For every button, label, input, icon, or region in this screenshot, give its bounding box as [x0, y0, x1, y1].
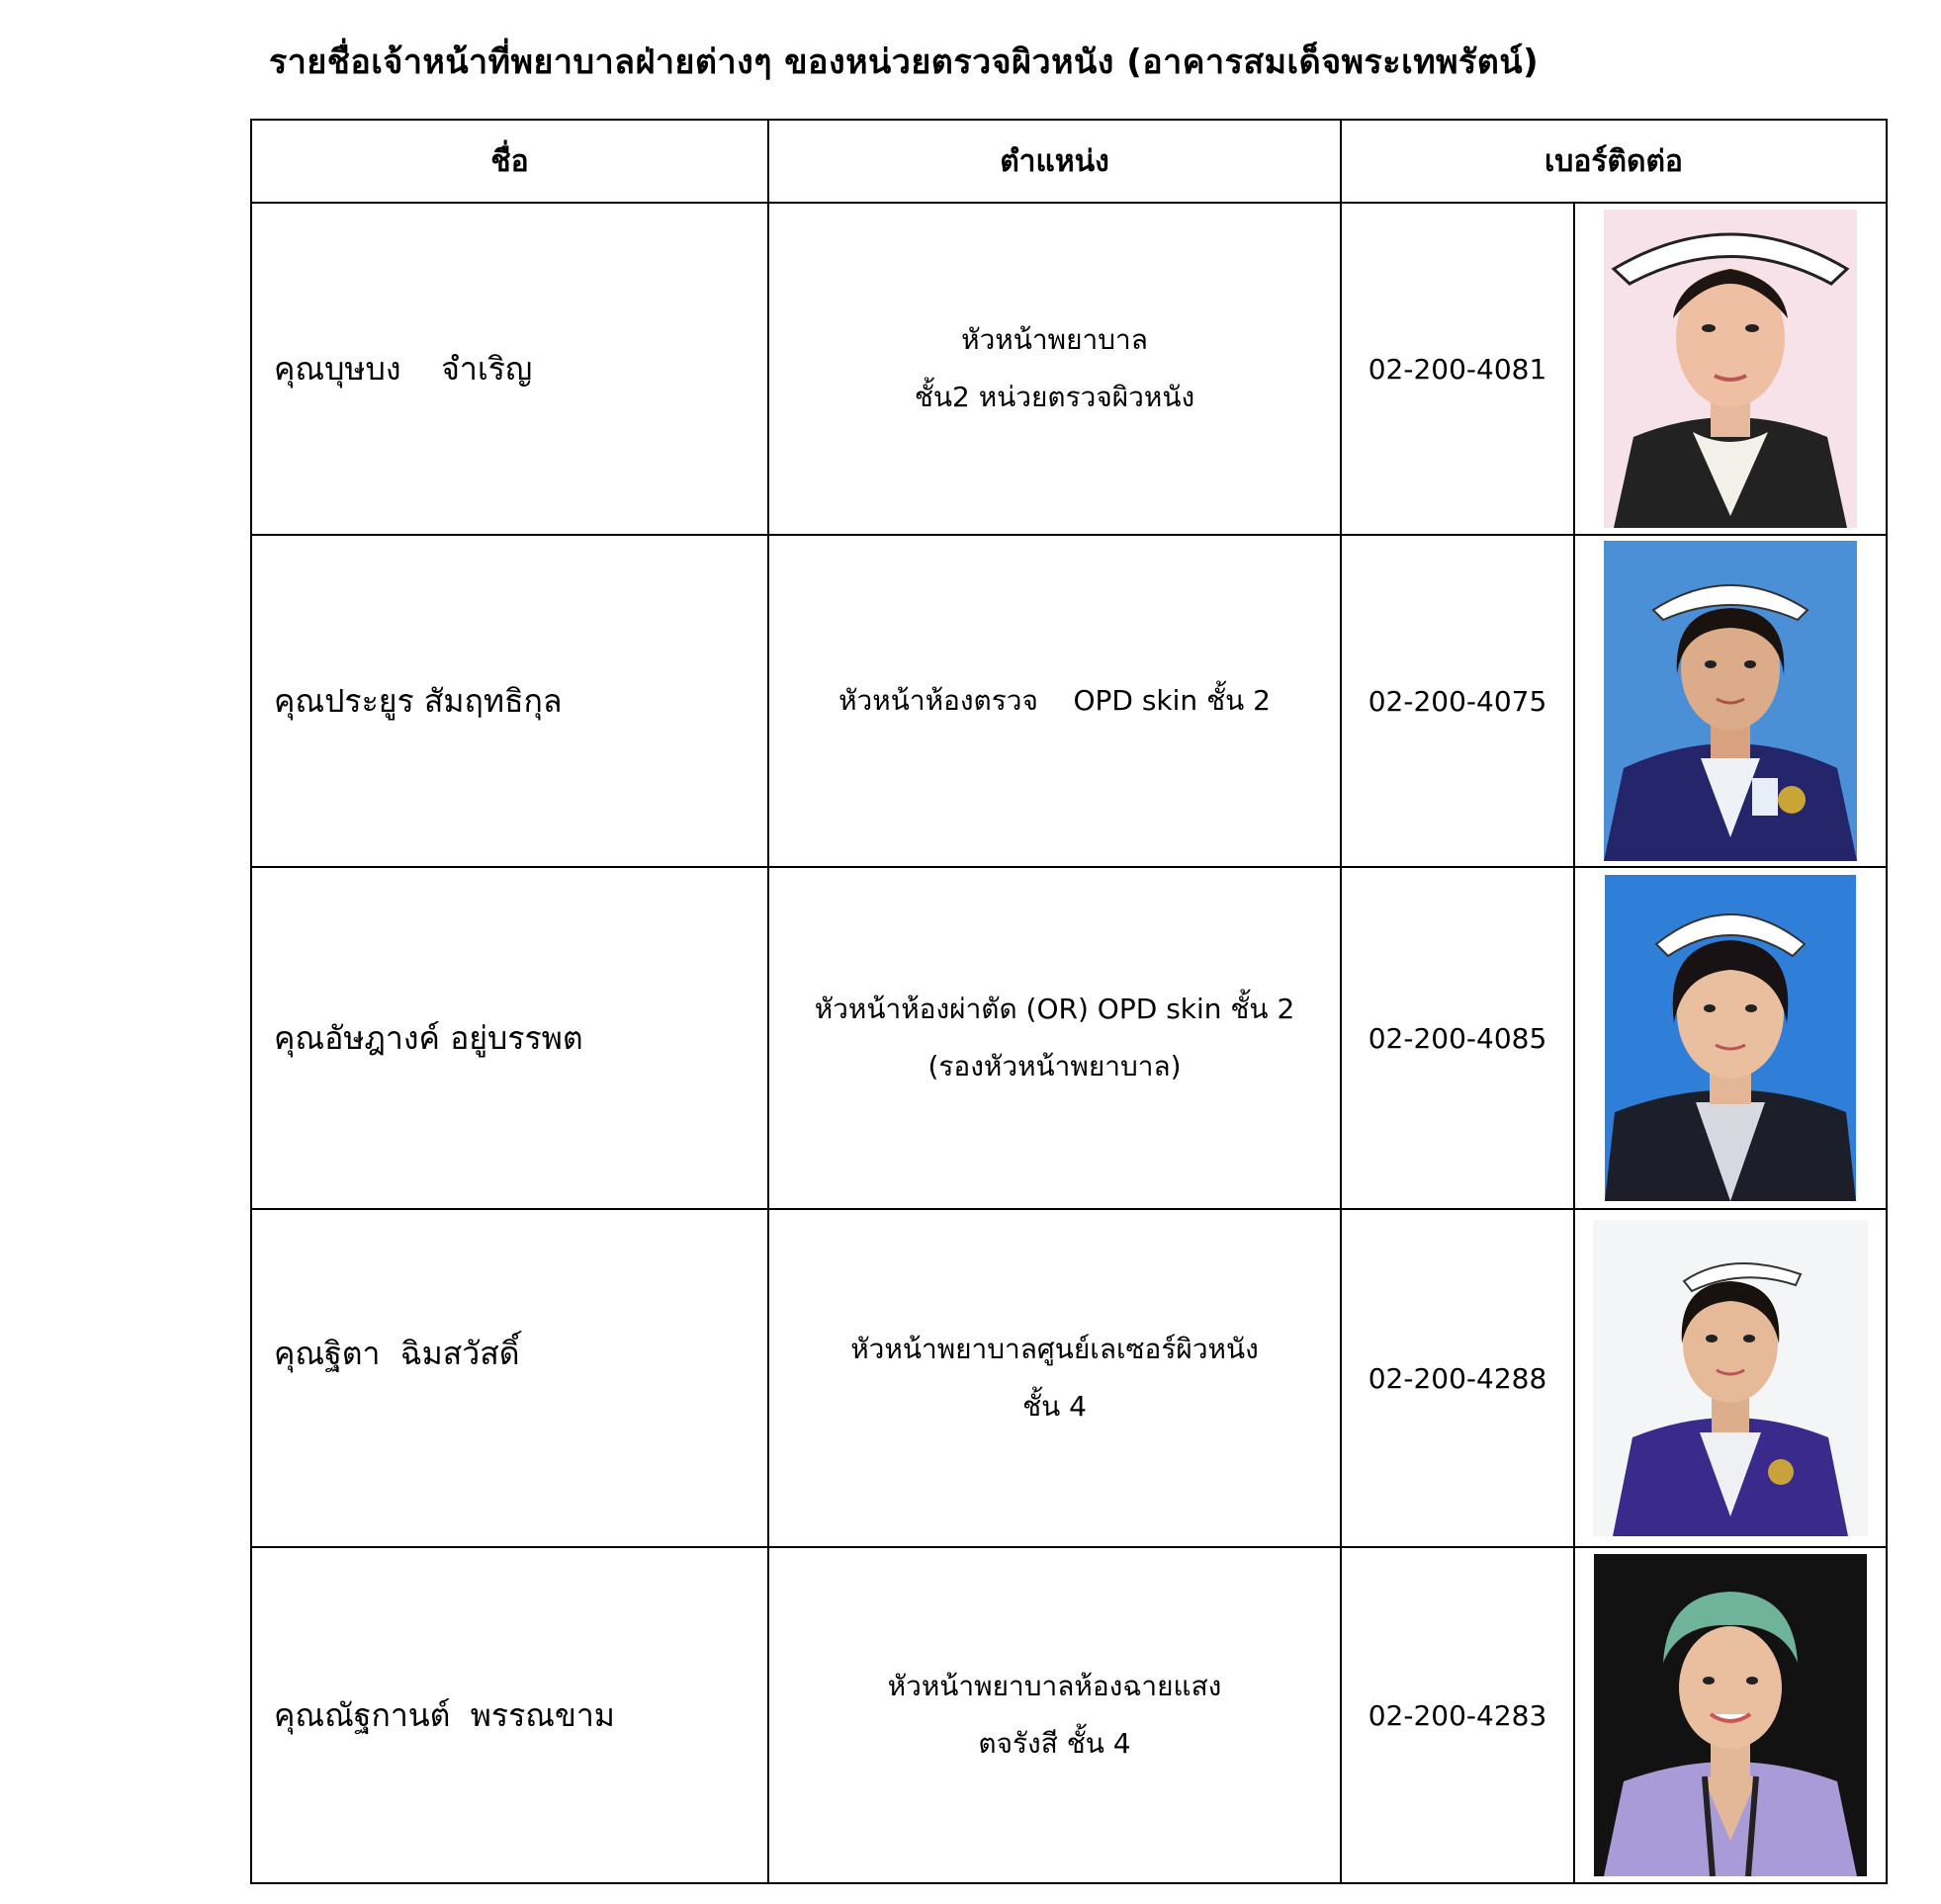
document-title: รายชื่อเจ้าหน้าที่พยาบาลฝ่ายต่างๆ ของหน่วยตรวจผิวหนัง (อาคารสมเด็จพระเทพรัตน์) — [269, 43, 1540, 82]
header-name: ชื่อ — [251, 120, 768, 203]
staff-photo-cell — [1574, 1209, 1887, 1547]
position-line: (รองหัวหน้าพยาบาล) — [927, 1050, 1182, 1082]
staff-photo-cell — [1574, 1547, 1887, 1883]
staff-position — [768, 1209, 1341, 1547]
staff-position — [768, 203, 1341, 535]
position-line: ชั้น2 หน่วยตรวจผิวหนัง — [914, 381, 1195, 413]
table-row — [251, 203, 1887, 535]
position-line: หัวหน้าพยาบาล — [961, 323, 1148, 356]
table-row — [251, 867, 1887, 1209]
staff-photo — [1593, 1220, 1868, 1536]
table-row — [251, 1547, 1887, 1883]
staff-name: คุณฐิตา ฉิมสวัสดิ์ — [251, 1209, 768, 1547]
staff-photo-cell — [1574, 535, 1887, 867]
staff-phone: 02-200-4075 — [1341, 535, 1574, 867]
position-line: หัวหน้าพยาบาลศูนย์เลเซอร์ผิวหนัง — [850, 1333, 1259, 1365]
staff-position — [768, 867, 1341, 1209]
position-line: หัวหน้าห้องผ่าตัด (OR) OPD skin ชั้น 2 — [814, 993, 1295, 1025]
staff-name: คุณอัษฎางค์ อยู่บรรพต — [251, 867, 768, 1209]
staff-phone: 02-200-4085 — [1341, 867, 1574, 1209]
staff-name: คุณบุษบง จำเริญ — [251, 203, 768, 535]
table-row — [251, 1209, 1887, 1547]
position-line: หัวหน้าพยาบาลห้องฉายแสง — [887, 1670, 1222, 1702]
staff-phone: 02-200-4288 — [1341, 1209, 1574, 1547]
table-row — [251, 535, 1887, 867]
staff-photo — [1604, 210, 1857, 528]
staff-phone: 02-200-4081 — [1341, 203, 1574, 535]
staff-photo — [1594, 1554, 1867, 1876]
staff-name: คุณณัฐกานต์ พรรณขาม — [251, 1547, 768, 1883]
header-position: ตำแหน่ง — [768, 120, 1341, 203]
staff-photo — [1604, 541, 1857, 861]
staff-photo-cell — [1574, 203, 1887, 535]
staff-photo-cell — [1574, 867, 1887, 1209]
staff-photo — [1605, 875, 1856, 1201]
table-header-row — [251, 120, 1887, 203]
staff-position — [768, 1547, 1341, 1883]
staff-name: คุณประยูร สัมฤทธิกุล — [251, 535, 768, 867]
position-line: ตจรังสี ชั้น 4 — [978, 1727, 1131, 1760]
staff-position — [768, 535, 1341, 867]
staff-table — [250, 119, 1888, 1884]
position-line: ชั้น 4 — [1022, 1390, 1087, 1423]
position-line: หัวหน้าห้องตรวจ OPD skin ชั้น 2 — [838, 684, 1271, 717]
staff-phone: 02-200-4283 — [1341, 1547, 1574, 1883]
header-phone: เบอร์ติดต่อ — [1341, 120, 1887, 203]
